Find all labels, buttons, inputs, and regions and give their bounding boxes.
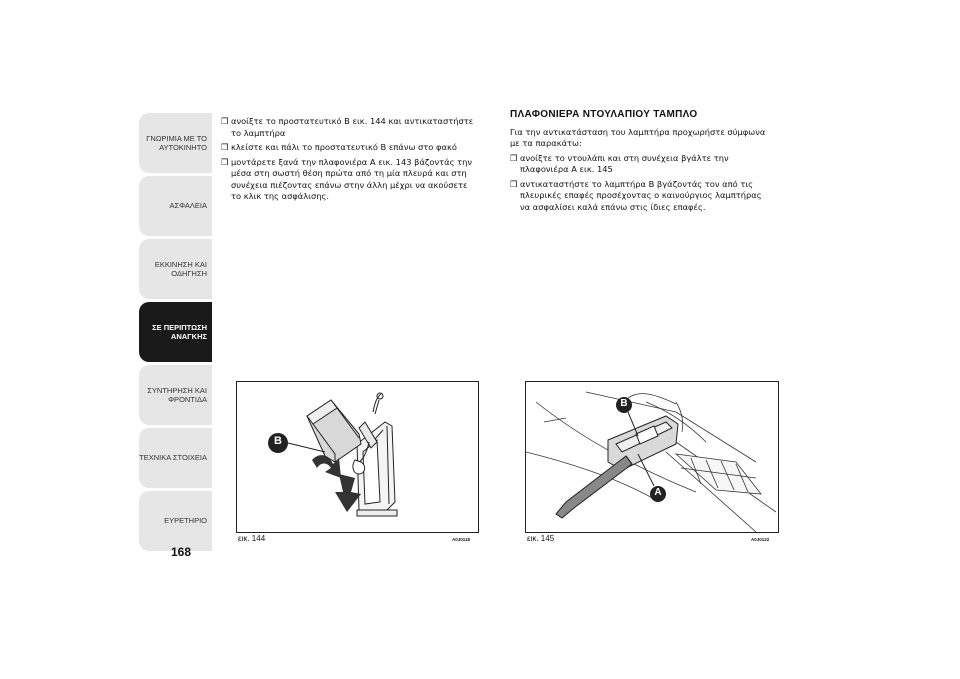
list-item [221, 116, 476, 139]
item-text: ανοίξτε το ντουλάπι και στη συνέχεια βγάλτε την πλαφονιέρα A εικ. 145 [520, 152, 729, 174]
figure-144 [236, 381, 479, 533]
checkbox-bullet-icon: ❒ [510, 178, 518, 189]
figure-code: A0J0122 [751, 537, 770, 542]
checkbox-bullet-icon: ❒ [221, 116, 229, 126]
tab-label: ΕΚΚΙΝΗΣΗ ΚΑΙ ΟΔΗΓΗΣΗ [154, 259, 207, 278]
tab-gnorimia[interactable] [139, 113, 212, 173]
right-column [510, 109, 770, 216]
item-text: ανοίξτε το προστατευτικό B εικ. 144 και αντικαταστήστε το λαμπτήρα [231, 116, 474, 138]
list-item [510, 179, 770, 214]
figure-caption: εικ. 145 [527, 534, 555, 543]
tab-label: ΣΕ ΠΕΡΙΠΤΩΣΗ ΑΝΑΓΚΗΣ [152, 322, 207, 341]
figure-caption: εικ. 144 [238, 534, 266, 543]
checkbox-bullet-icon: ❒ [221, 156, 229, 167]
page-number: 168 [171, 545, 192, 559]
callout-a-label: A [654, 487, 662, 498]
figure-145 [525, 381, 779, 533]
tab-evretirio[interactable] [139, 491, 212, 551]
section-heading: ΠΛΑΦΟΝΙΕΡΑ ΝΤΟΥΛΑΠΙΟΥ ΤΑΜΠΛΟ [510, 109, 698, 120]
tab-label: ΣΥΝΤΗΡΗΣΗ ΚΑΙ ΦΡΟΝΤΙΔΑ [147, 385, 207, 404]
tab-texnika[interactable] [139, 428, 212, 488]
intro-text: Για την αντικατάσταση του λαμπτήρα προχωρήστε σύμφωνα με τα παρακάτω: [510, 126, 766, 148]
tab-label: ΑΣΦΑΛΕΙΑ [169, 201, 207, 211]
tab-label: ΕΥΡΕΤΗΡΙΟ [164, 516, 207, 526]
list-item [510, 153, 770, 176]
tab-anagki[interactable] [139, 302, 212, 362]
item-text: αντικαταστήστε το λαμπτήρα B βγάζοντάς τον από τις πλευρικές επαφές προσέχοντας ο καινούργιος λαμπτήρας να ασφαλίσει καλά επάνω στις ίδιες επαφές. [520, 178, 762, 212]
left-column [221, 116, 476, 206]
item-text: μοντάρετε ξανά την πλαφονιέρα A εικ. 143 βάζοντάς την μέσα στη σωστή θέση πρώτα από τη μία πλευρά και στη συνέχεια πιέζοντας επάνω στην άλλη μέχρι να ακούσετε το κλικ της ασφάλισης. [231, 156, 472, 201]
checkbox-bullet-icon: ❒ [221, 142, 229, 152]
tab-asfaleia[interactable] [139, 176, 212, 236]
tab-label: ΤΕΧΝΙΚΑ ΣΤΟΙΧΕΙΑ [139, 453, 207, 463]
tab-ekkinisi[interactable] [139, 239, 212, 299]
list-item [221, 142, 476, 154]
callout-b-label: B [620, 398, 628, 409]
lamp-cover-illustration [237, 382, 478, 532]
callout-b-label: B [274, 435, 282, 447]
item-text: κλείστε και πάλι το προστατευτικό B επάνω στο φακό [231, 142, 457, 152]
tab-label: ΓΝΩΡΙΜΙΑ ΜΕ ΤΟ ΑΥΤΟΚΙΝΗΤΟ [146, 133, 207, 152]
checkbox-bullet-icon: ❒ [510, 152, 518, 163]
tab-syntirisi[interactable] [139, 365, 212, 425]
figure-code: A0J0118 [452, 537, 471, 542]
list-item [221, 157, 476, 203]
glovebox-lamp-illustration [526, 382, 778, 532]
